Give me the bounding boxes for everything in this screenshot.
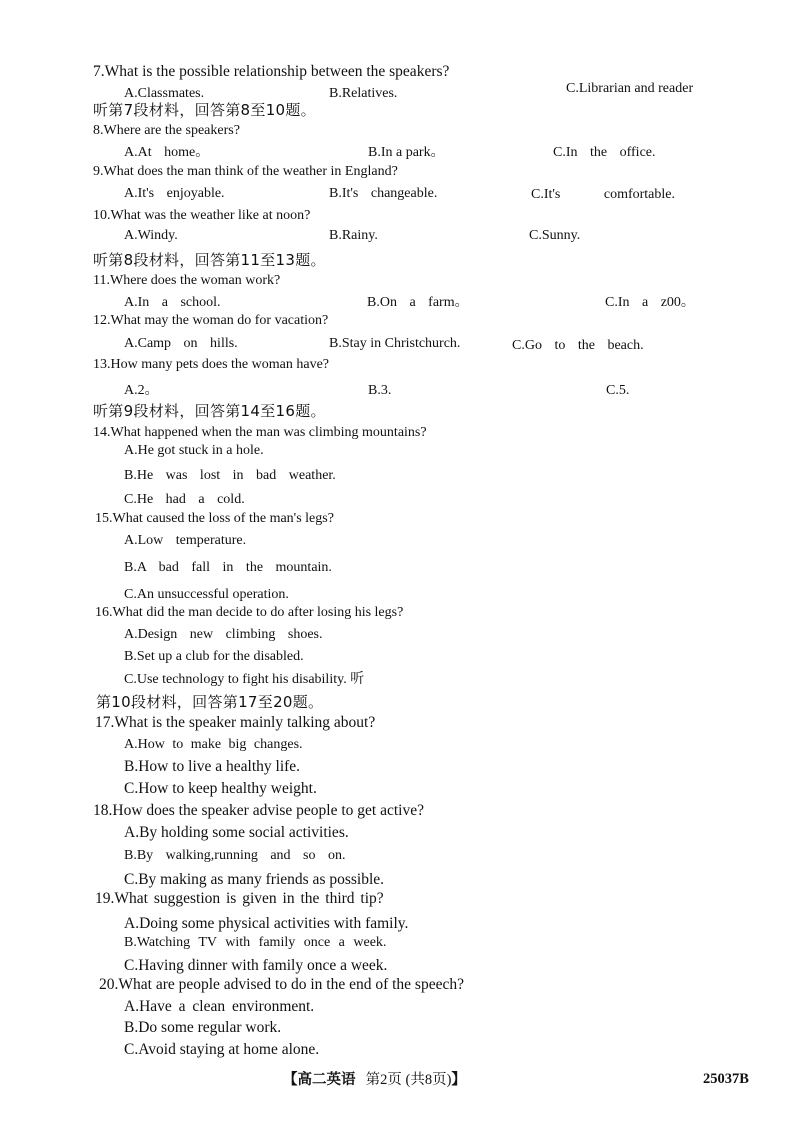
question-15-option-a: A.Low temperature. [124,533,247,548]
question-8-option-c: C.In the office. [553,145,656,160]
question-8-option-a: A.At home。 [124,145,210,160]
question-16-option-a: A.Design new climbing shoes. [124,627,323,642]
question-10-option-a: A.Windy. [124,228,178,243]
question-11-option-a: A.In a school. [124,295,221,310]
question-13-stem: 13.How many pets does the woman have? [93,357,329,372]
question-20-option-b: B.Do some regular work. [124,1019,282,1036]
question-7-option-b: B.Relatives. [329,86,398,101]
question-14-option-a: A.He got stuck in a hole. [124,443,264,458]
question-20-option-a: A.Have a clean environment. [124,998,315,1015]
question-20-option-c: C.Avoid staying at home alone. [124,1041,320,1058]
question-10-option-b: B.Rainy. [329,228,378,243]
section-10-heading: 第10段材料，回答第17至20题。 [96,693,324,711]
question-8-option-b: B.In a park。 [368,145,445,160]
section-9-heading: 听第9段材料，回答第14至16题。 [93,402,326,420]
question-13-option-b: B.3. [368,383,392,398]
question-15-stem: 15.What caused the loss of the man's legs? [95,511,334,526]
question-17-option-b: B.How to live a healthy life. [124,758,301,775]
question-18-option-b: B.By walking,running and so on. [124,848,346,863]
paper-code: 25037B [703,1071,749,1087]
section-7-heading: 听第7段材料，回答第8至10题。 [93,101,316,119]
question-19-option-a: A.Doing some physical activities with family. [124,915,409,932]
question-18-stem: 18.How does the speaker advise people to get active? [93,802,424,819]
question-10-option-c: C.Sunny. [529,228,581,243]
question-8-stem: 8.Where are the speakers? [93,123,240,138]
question-15-option-c: C.An unsuccessful operation. [124,587,289,602]
question-14-stem: 14.What happened when the man was climbing mountains? [93,425,427,440]
question-9-option-a: A.It's enjoyable. [124,186,225,201]
question-7-stem: 7.What is the possible relationship between the speakers? [93,63,450,80]
question-14-option-c: C.He had a cold. [124,492,245,507]
question-19-stem: 19.What suggestion is given in the third tip? [95,890,384,907]
question-16-option-b: B.Set up a club for the disabled. [124,649,304,664]
question-18-option-c: C.By making as many friends as possible. [124,871,385,888]
question-12-option-c: C.Go to the beach. [512,338,644,353]
question-19-option-c: C.Having dinner with family once a week. [124,957,388,974]
question-9-stem: 9.What does the man think of the weather in England? [93,164,398,179]
question-11-option-b: B.On a farm。 [367,295,469,310]
footer-subject: 高二英语 [297,1072,356,1088]
question-9-option-b: B.It's changeable. [329,186,438,201]
question-16-option-c: C.Use technology to fight his disability. 听 [124,672,365,687]
question-20-stem: 20.What are people advised to do in the end of the speech? [99,976,464,993]
question-17-option-c: C.How to keep healthy weight. [124,780,317,797]
question-13-option-a: A.2。 [124,383,159,398]
section-8-heading: 听第8段材料，回答第11至13题。 [93,251,326,269]
question-7-option-a: A.Classmates. [124,86,205,101]
question-17-option-a: A.How to make big changes. [124,737,303,752]
question-9-option-c: C.It's comfortable. [531,187,675,202]
question-17-stem: 17.What is the speaker mainly talking about? [95,714,376,731]
question-10-stem: 10.What was the weather like at noon? [93,208,311,223]
question-18-option-a: A.By holding some social activities. [124,824,349,841]
question-12-option-b: B.Stay in Christchurch. [329,336,461,351]
footer-bracket-close: 】 [451,1072,466,1088]
question-12-stem: 12.What may the woman do for vacation? [93,313,329,328]
question-11-stem: 11.Where does the woman work? [93,273,281,288]
question-7-option-c: C.Librarian and reader [566,81,694,96]
question-14-option-b: B.He was lost in bad weather. [124,468,336,483]
question-16-stem: 16.What did the man decide to do after losing his legs? [95,605,404,620]
question-12-option-a: A.Camp on hills. [124,336,238,351]
page-footer [283,1073,466,1088]
question-15-option-b: B.A bad fall in the mountain. [124,560,332,575]
question-19-option-b: B.Watching TV with family once a week. [124,935,387,950]
question-13-option-c: C.5. [606,383,630,398]
footer-bracket-open: 【 [283,1072,298,1088]
question-11-option-c: C.In a z00。 [605,295,695,310]
footer-page-number: 第2页 (共8页) [365,1072,452,1088]
